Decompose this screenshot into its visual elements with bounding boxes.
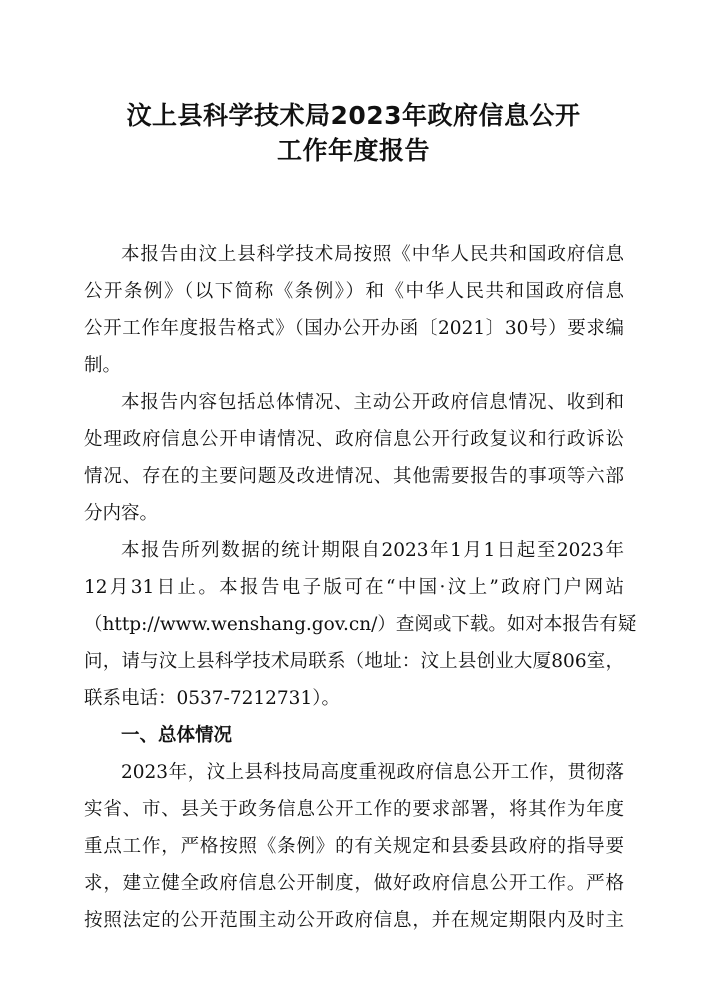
paragraph-1-line: 本报告由汶上县科学技术局按照《中华人民共和国政府信息: [121, 244, 624, 265]
paragraph-2-line: 分内容。: [84, 503, 159, 524]
paragraph-3-line: 问，请与汶上县科学技术局联系（地址：汶上县创业大厦806室，: [84, 651, 624, 672]
paragraph-2-line: 处理政府信息公开申请情况、政府信息公开行政复议和行政诉讼: [84, 429, 624, 450]
paragraph-4-line: 2023年，汶上县科技局高度重视政府信息公开工作，贯彻落: [121, 762, 624, 783]
report-title-line-1: 汶上县科学技术局2023年政府信息公开: [126, 101, 581, 130]
paragraph-2-line: 本报告内容包括总体情况、主动公开政府信息情况、收到和: [121, 392, 624, 413]
paragraph-2-line: 情况、存在的主要问题及改进情况、其他需要报告的事项等六部: [84, 466, 624, 487]
paragraph-1-line: 公开条例》（以下简称《条例》）和《中华人民共和国政府信息: [84, 281, 624, 302]
paragraph-3-line: 12月31日止。本报告电子版可在“中国·汶上”政府门户网站: [84, 577, 624, 598]
report-title-line-2: 工作年度报告: [276, 136, 430, 165]
paragraph-1-line: 制。: [84, 355, 122, 376]
paragraph-3-line: 本报告所列数据的统计期限自2023年1月1日起至2023年: [121, 540, 624, 561]
paragraph-3-line: （http://www.wenshang.gov.cn/）查阅或下载。如对本报告有疑: [84, 614, 637, 635]
paragraph-4-line: 求，建立健全政府信息公开制度，做好政府信息公开工作。严格: [84, 873, 624, 894]
paragraph-3-line: 联系电话：0537-7212731）。: [84, 688, 340, 709]
paragraph-4-line: 按照法定的公开范围主动公开政府信息，并在规定期限内及时主: [84, 910, 624, 931]
paragraph-4-line: 重点工作，严格按照《条例》的有关规定和县委县政府的指导要: [84, 836, 624, 857]
section-heading-overview: 一、总体情况: [121, 725, 233, 746]
paragraph-4-line: 实省、市、县关于政务信息公开工作的要求部署，将其作为年度: [84, 799, 624, 820]
paragraph-1-line: 公开工作年度报告格式》（国办公开办函〔2021〕30号）要求编: [84, 318, 624, 339]
